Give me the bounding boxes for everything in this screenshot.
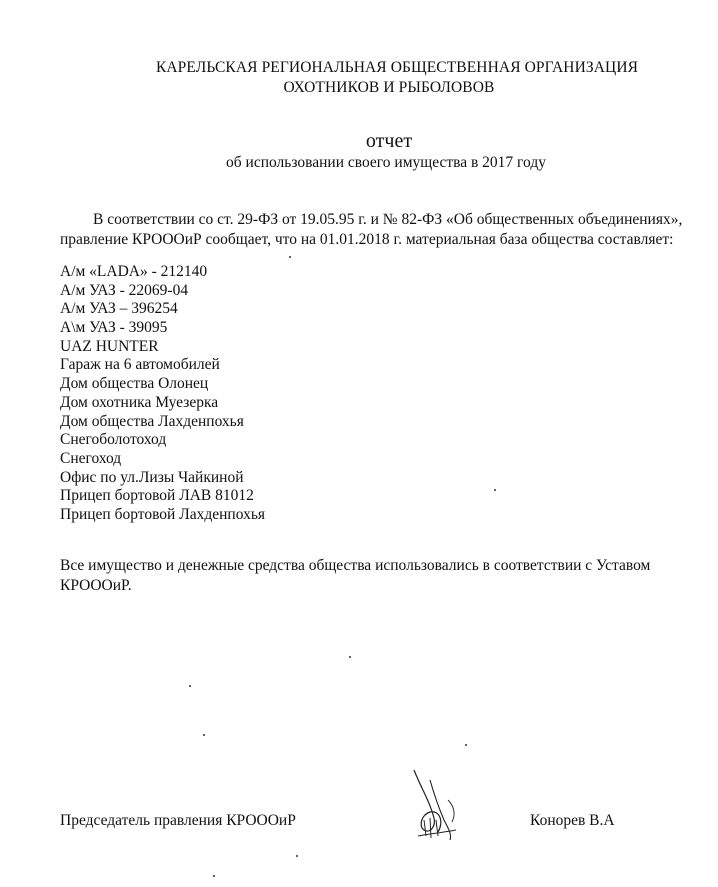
intro-paragraph <box>60 210 710 250</box>
conclusion-line-1: Все имущество и денежные средства общества использовались в соответствии с Уставом <box>60 557 651 574</box>
signatory-name: Конорев В.А <box>530 812 615 829</box>
conclusion-line-2: КРОООиР. <box>60 577 132 594</box>
signatory-role: Председатель правления КРОООиР <box>60 812 296 829</box>
organization-header <box>0 58 718 98</box>
scan-speck <box>465 744 467 746</box>
asset-item: Дом общества Олонец <box>60 375 209 393</box>
organization-name-line-1: КАРЕЛЬСКАЯ РЕГИОНАЛЬНАЯ ОБЩЕСТВЕННАЯ ОРГАНИЗАЦИЯ <box>155 59 639 76</box>
asset-item: Снегоход <box>60 449 122 467</box>
report-subtitle: об использовании своего имущества в 2017 году <box>226 154 546 171</box>
asset-item: А/м «LADA» - 212140 <box>60 263 208 280</box>
asset-item: UAZ HUNTER <box>60 337 159 355</box>
asset-item: Снегоболотоход <box>60 431 167 449</box>
intro-line-2: правление КРОООиР сообщает, что на 01.01.2018 г. материальная база общества составляет: <box>60 231 674 248</box>
scan-speck <box>203 734 205 736</box>
asset-item: А\м УАЗ - 39095 <box>60 319 168 337</box>
scan-speck <box>494 489 496 491</box>
asset-item: Дом охотника Муезерка <box>60 393 219 411</box>
scan-speck <box>213 875 215 877</box>
handwritten-signature <box>400 760 470 850</box>
scan-speck <box>349 656 351 658</box>
scan-speck <box>296 855 298 857</box>
signature-row <box>60 810 620 832</box>
asset-item: А/м УАЗ - 22069-04 <box>60 281 189 299</box>
asset-item: Прицеп бортовой Лахденпохья <box>60 505 266 523</box>
asset-item: Гараж на 6 автомобилей <box>60 356 220 374</box>
scan-speck <box>289 256 291 258</box>
intro-line-1: В соответствии со ст. 29-ФЗ от 19.05.95 г. и № 82-ФЗ «Об общественных объединениях», <box>93 211 683 228</box>
organization-name-line-2: ОХОТНИКОВ И РЫБОЛОВОВ <box>283 79 495 96</box>
conclusion-paragraph <box>60 556 710 596</box>
asset-item: Прицеп бортовой ЛАВ 81012 <box>60 487 254 505</box>
report-title: отчет <box>365 130 413 152</box>
asset-item: Офис по ул.Лизы Чайкиной <box>60 468 244 486</box>
asset-list <box>60 263 265 525</box>
asset-item: А/м УАЗ – 396254 <box>60 300 178 318</box>
scan-speck <box>189 685 191 687</box>
asset-item: Дом общества Лахденпохья <box>60 412 244 430</box>
